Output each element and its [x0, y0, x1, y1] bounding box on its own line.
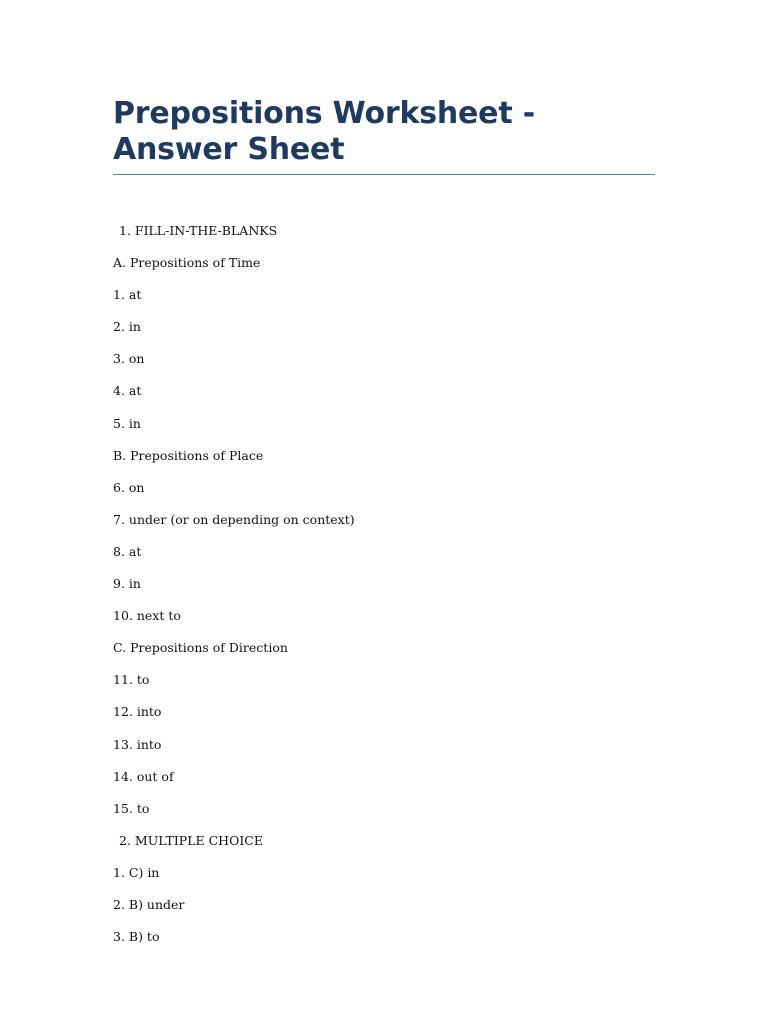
- answer-line: 1. at: [113, 287, 142, 303]
- answer-line: 11. to: [113, 672, 150, 688]
- page-title: Prepositions Worksheet - Answer Sheet: [113, 96, 535, 167]
- answer-line: 7. under (or on depending on context): [113, 511, 355, 527]
- section-heading: B. Prepositions of Place: [113, 447, 264, 463]
- answer-line: 3. on: [113, 351, 145, 367]
- answer-line: 8. at: [113, 543, 142, 559]
- answer-line: 6. on: [113, 479, 145, 495]
- answer-line: 15. to: [113, 800, 150, 816]
- answer-line: 4. at: [113, 383, 142, 399]
- title-underline: [113, 174, 655, 175]
- section-heading: A. Prepositions of Time: [113, 255, 261, 271]
- answer-line: 3. B) to: [113, 929, 160, 945]
- answer-line: 9. in: [113, 576, 141, 592]
- section-heading: 2. MULTIPLE CHOICE: [119, 832, 263, 848]
- answer-line: 10. next to: [113, 608, 181, 624]
- document-body: [113, 224, 655, 962]
- answer-line: 2. in: [113, 319, 141, 335]
- answer-line: 1. C) in: [113, 864, 160, 880]
- answer-line: 12. into: [113, 704, 162, 720]
- answer-line: 13. into: [113, 736, 162, 752]
- answer-line: 14. out of: [113, 768, 174, 784]
- section-heading: 1. FILL-IN-THE-BLANKS: [119, 223, 278, 238]
- answer-line: 5. in: [113, 415, 141, 431]
- section-heading: C. Prepositions of Direction: [113, 640, 288, 656]
- document-page: [113, 96, 655, 962]
- answer-line: 2. B) under: [113, 896, 185, 912]
